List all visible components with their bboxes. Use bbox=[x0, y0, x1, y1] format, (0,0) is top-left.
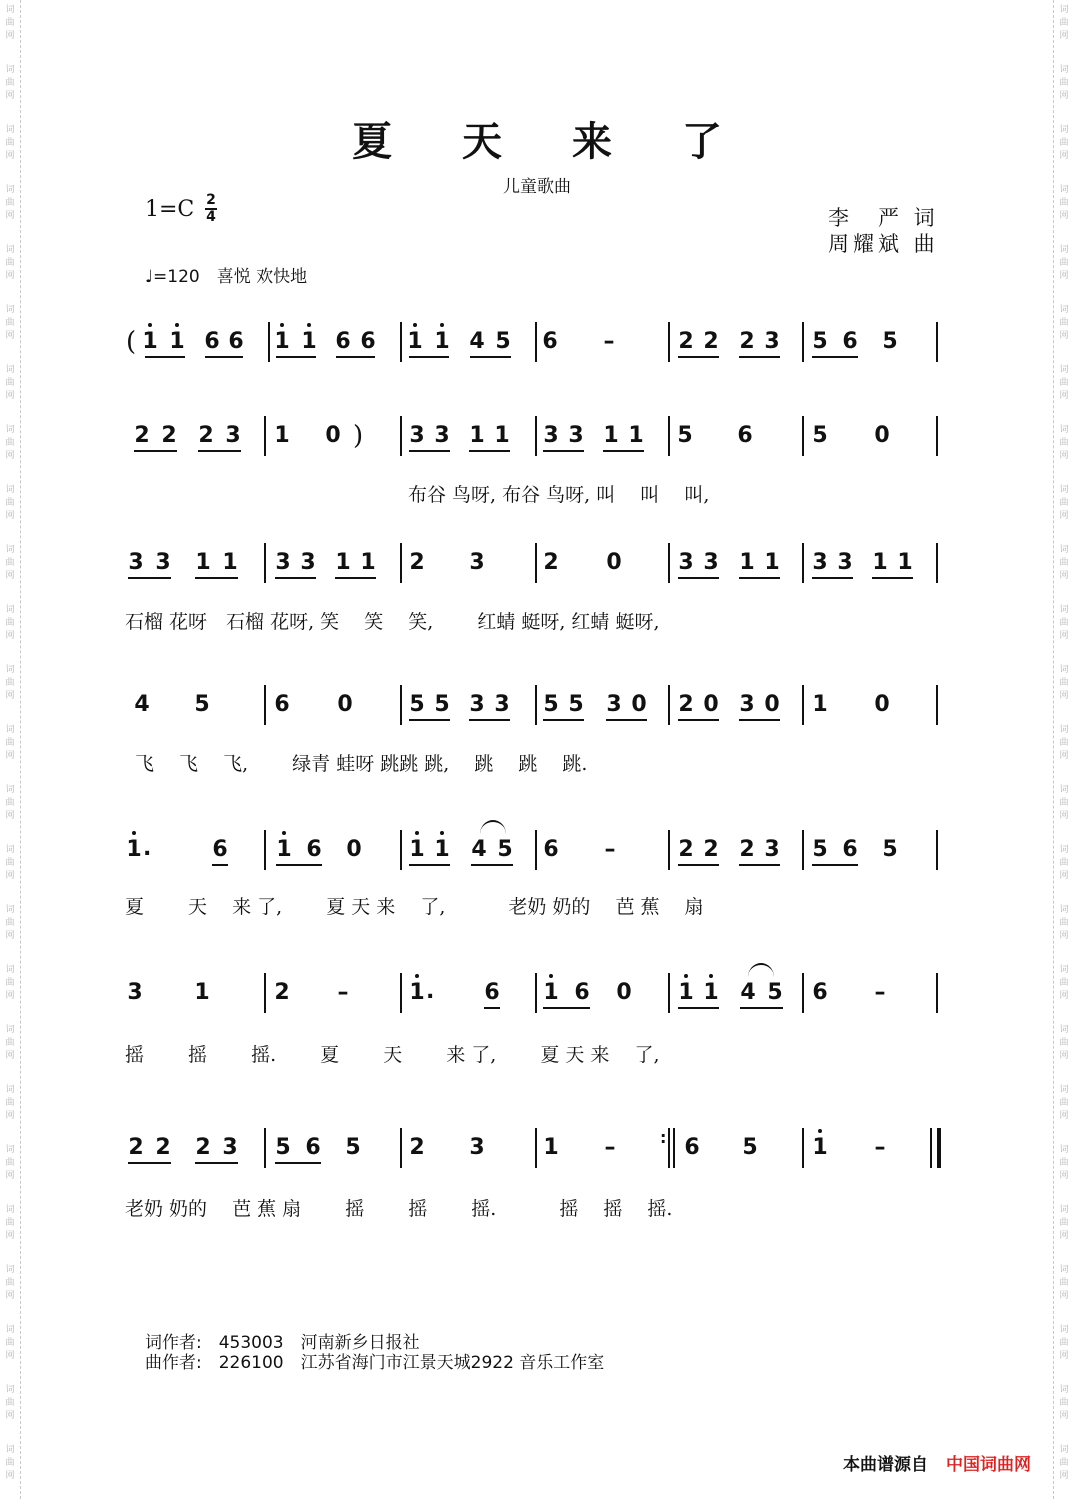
lyrics-row-5: 夏 天 来 了, 夏 天 来 了, 老奶 奶的 芭 蕉 扇 bbox=[125, 896, 704, 918]
note-5: 5 bbox=[812, 837, 828, 862]
note-1: 1 bbox=[433, 837, 451, 863]
note-6: 6 bbox=[812, 980, 828, 1005]
watermark-text: 词 曲 网 bbox=[5, 125, 15, 161]
note-0: 0 bbox=[874, 692, 890, 717]
note-6: 6 bbox=[542, 329, 558, 354]
note-2: 2 bbox=[703, 837, 719, 862]
note-5: 5 bbox=[497, 837, 513, 862]
barline bbox=[400, 416, 402, 456]
barline bbox=[802, 685, 804, 725]
note-3: 3 bbox=[703, 550, 719, 575]
final-barline bbox=[937, 1128, 941, 1168]
eighth-beam bbox=[739, 864, 780, 866]
note-1: 1 bbox=[274, 423, 290, 448]
note-3: 3 bbox=[434, 423, 450, 448]
note-1: 1 bbox=[408, 837, 426, 863]
watermark-text: 词 曲 网 bbox=[1059, 1145, 1069, 1181]
eighth-beam bbox=[195, 1162, 238, 1164]
eighth-beam bbox=[678, 577, 719, 579]
note-1: 1 bbox=[433, 329, 451, 355]
eighth-beam bbox=[739, 719, 780, 721]
note-1: 1 bbox=[273, 329, 291, 355]
eighth-beam bbox=[128, 1162, 171, 1164]
barline bbox=[400, 973, 402, 1013]
note-1: 1 bbox=[406, 329, 424, 355]
note-5: 5 bbox=[767, 980, 783, 1005]
watermark-text: 词 曲 网 bbox=[1059, 5, 1069, 41]
note-4: 4 bbox=[471, 837, 487, 862]
note-1: 1 bbox=[168, 329, 186, 355]
barline bbox=[400, 322, 402, 362]
note-6: 6 bbox=[305, 1135, 321, 1160]
barline bbox=[936, 973, 938, 1013]
note-5: 5 bbox=[345, 1135, 361, 1160]
eighth-beam bbox=[469, 450, 510, 452]
note-0: 0 bbox=[325, 423, 341, 448]
watermark-text: 词 曲 网 bbox=[1059, 605, 1069, 641]
barline bbox=[668, 416, 670, 456]
note-3: 3 bbox=[568, 423, 584, 448]
note-1: 1 bbox=[275, 837, 293, 863]
watermark-text: 词 曲 网 bbox=[1059, 725, 1069, 761]
time-bottom: 4 bbox=[206, 209, 216, 225]
watermark-text: 词 曲 网 bbox=[5, 545, 15, 581]
note-2: 2 bbox=[703, 329, 719, 354]
note-1: 1 bbox=[469, 423, 485, 448]
lyrics-row-2: 布谷 鸟呀, 布谷 鸟呀, 叫 叫 叫, bbox=[408, 484, 710, 506]
note-2: 2 bbox=[739, 329, 755, 354]
augmentation-dot: . bbox=[143, 836, 152, 861]
eighth-beam bbox=[606, 719, 647, 721]
note-1: 1 bbox=[360, 550, 376, 575]
song-title: 夏 天 来 了 bbox=[352, 118, 750, 165]
note-1: 1 bbox=[335, 550, 351, 575]
eighth-beam bbox=[812, 356, 858, 358]
eighth-beam bbox=[470, 356, 511, 358]
note-1: 1 bbox=[194, 980, 210, 1005]
barline bbox=[535, 685, 537, 725]
note-1: 1 bbox=[872, 550, 888, 575]
note-3: 3 bbox=[155, 550, 171, 575]
note-5: 5 bbox=[568, 692, 584, 717]
eighth-beam bbox=[409, 450, 450, 452]
note-6: 6 bbox=[306, 837, 322, 862]
lyricist-address: 词作者: 453003 河南新乡日报社 bbox=[145, 1333, 420, 1353]
barline bbox=[802, 1128, 804, 1168]
barline bbox=[535, 1128, 537, 1168]
note-0: 0 bbox=[616, 980, 632, 1005]
barline bbox=[535, 973, 537, 1013]
watermark-text: 词 曲 网 bbox=[1059, 245, 1069, 281]
eighth-beam bbox=[409, 356, 449, 358]
note-3: 3 bbox=[128, 550, 144, 575]
watermark-text: 词 曲 网 bbox=[5, 1445, 15, 1481]
barline bbox=[264, 543, 266, 583]
note-2: 2 bbox=[195, 1135, 211, 1160]
eighth-beam bbox=[205, 356, 243, 358]
note-2: 2 bbox=[134, 423, 150, 448]
eighth-beam bbox=[543, 1007, 590, 1009]
note-3: 3 bbox=[543, 423, 559, 448]
tempo-marking bbox=[145, 262, 307, 287]
eighth-beam bbox=[276, 356, 316, 358]
barline bbox=[668, 1128, 670, 1168]
note-1: 1 bbox=[125, 837, 143, 863]
eighth-beam bbox=[603, 450, 644, 452]
barline bbox=[400, 543, 402, 583]
barline bbox=[268, 322, 270, 362]
watermark-text: 词 曲 网 bbox=[5, 425, 15, 461]
note-6: 6 bbox=[360, 329, 376, 354]
note-1: 1 bbox=[222, 550, 238, 575]
composer-address: 曲作者: 226100 江苏省海门市江景天城2922 音乐工作室 bbox=[145, 1353, 605, 1373]
barline bbox=[264, 685, 266, 725]
note-5: 5 bbox=[434, 692, 450, 717]
note-1: 1 bbox=[677, 980, 695, 1006]
note-5: 5 bbox=[882, 837, 898, 862]
watermark-text: 词 曲 网 bbox=[5, 305, 15, 341]
barline bbox=[535, 830, 537, 870]
note-–: – bbox=[874, 1135, 886, 1160]
quarter-note-icon: ♩ bbox=[145, 267, 154, 287]
eighth-beam bbox=[409, 864, 450, 866]
note-3: 3 bbox=[127, 980, 143, 1005]
note-3: 3 bbox=[409, 423, 425, 448]
watermark-text: 词 曲 网 bbox=[1059, 305, 1069, 341]
note-3: 3 bbox=[764, 329, 780, 354]
barline bbox=[802, 973, 804, 1013]
watermark-text: 词 曲 网 bbox=[5, 1025, 15, 1061]
left-watermark-strip bbox=[0, 0, 21, 1499]
note-0: 0 bbox=[874, 423, 890, 448]
note-5: 5 bbox=[543, 692, 559, 717]
eighth-beam bbox=[872, 577, 913, 579]
note-3: 3 bbox=[469, 1135, 485, 1160]
watermark-text: 词 曲 网 bbox=[5, 1265, 15, 1301]
note-3: 3 bbox=[494, 692, 510, 717]
watermark-text: 词 曲 网 bbox=[1059, 545, 1069, 581]
eighth-beam bbox=[212, 864, 228, 866]
eighth-beam bbox=[409, 719, 450, 721]
watermark-text: 词 曲 网 bbox=[5, 1205, 15, 1241]
note-1: 1 bbox=[702, 980, 720, 1006]
note-0: 0 bbox=[606, 550, 622, 575]
note-5: 5 bbox=[275, 1135, 291, 1160]
barline bbox=[936, 543, 938, 583]
note-2: 2 bbox=[543, 550, 559, 575]
barline bbox=[802, 416, 804, 456]
eighth-beam bbox=[543, 450, 584, 452]
watermark-text: 词 曲 网 bbox=[5, 185, 15, 221]
note-2: 2 bbox=[739, 837, 755, 862]
watermark-text: 词 曲 网 bbox=[5, 845, 15, 881]
note-6: 6 bbox=[204, 329, 220, 354]
barline bbox=[400, 830, 402, 870]
watermark-text: 词 曲 网 bbox=[1059, 965, 1069, 1001]
barline bbox=[802, 830, 804, 870]
time-signature bbox=[204, 193, 218, 225]
barline bbox=[264, 1128, 266, 1168]
watermark-text: 词 曲 网 bbox=[5, 965, 15, 1001]
note-3: 3 bbox=[225, 423, 241, 448]
source-prefix: 本曲谱源自 bbox=[843, 1455, 928, 1475]
lyricist-credit: 李 严 词 bbox=[828, 206, 939, 230]
eighth-beam bbox=[678, 719, 719, 721]
watermark-text: 词 曲 网 bbox=[5, 665, 15, 701]
note-0: 0 bbox=[703, 692, 719, 717]
watermark-text: 词 曲 网 bbox=[5, 1145, 15, 1181]
tempo-text: =120 喜悦 欢快地 bbox=[153, 267, 308, 287]
note-5: 5 bbox=[812, 329, 828, 354]
note-2: 2 bbox=[274, 980, 290, 1005]
note-6: 6 bbox=[842, 329, 858, 354]
watermark-text: 词 曲 网 bbox=[1059, 1085, 1069, 1121]
note-5: 5 bbox=[495, 329, 511, 354]
note-4: 4 bbox=[740, 980, 756, 1005]
watermark-text: 词 曲 网 bbox=[5, 725, 15, 761]
note-6: 6 bbox=[212, 837, 228, 862]
note-0: 0 bbox=[764, 692, 780, 717]
note-6: 6 bbox=[228, 329, 244, 354]
note-2: 2 bbox=[155, 1135, 171, 1160]
watermark-text: 词 曲 网 bbox=[5, 785, 15, 821]
note-1: 1 bbox=[542, 980, 560, 1006]
barline bbox=[668, 543, 670, 583]
barline bbox=[673, 1128, 675, 1168]
note-2: 2 bbox=[161, 423, 177, 448]
eighth-beam bbox=[678, 1007, 719, 1009]
lyrics-row-4: 飞 飞 飞, 绿青 蛙呀 跳跳 跳, 跳 跳 跳. bbox=[135, 753, 588, 775]
note-5: 5 bbox=[677, 423, 693, 448]
barline bbox=[264, 973, 266, 1013]
watermark-text: 词 曲 网 bbox=[1059, 1325, 1069, 1361]
note-3: 3 bbox=[837, 550, 853, 575]
note-3: 3 bbox=[275, 550, 291, 575]
watermark-text: 词 曲 网 bbox=[1059, 845, 1069, 881]
note-2: 2 bbox=[128, 1135, 144, 1160]
right-watermark-strip bbox=[1053, 0, 1074, 1499]
watermark-text: 词 曲 网 bbox=[5, 1085, 15, 1121]
note-–: – bbox=[604, 1135, 616, 1160]
watermark-text: 词 曲 网 bbox=[5, 905, 15, 941]
note-6: 6 bbox=[335, 329, 351, 354]
note-0: 0 bbox=[631, 692, 647, 717]
barline bbox=[264, 416, 266, 456]
note-6: 6 bbox=[543, 837, 559, 862]
note-4: 4 bbox=[134, 692, 150, 717]
watermark-text: 词 曲 网 bbox=[1059, 365, 1069, 401]
barline bbox=[400, 1128, 402, 1168]
eighth-beam bbox=[128, 577, 171, 579]
note-3: 3 bbox=[300, 550, 316, 575]
barline bbox=[802, 543, 804, 583]
barline bbox=[668, 830, 670, 870]
note-0: 0 bbox=[337, 692, 353, 717]
watermark-text: 词 曲 网 bbox=[1059, 905, 1069, 941]
note-1: 1 bbox=[543, 1135, 559, 1160]
augmentation-dot: . bbox=[426, 979, 435, 1004]
eighth-beam bbox=[739, 577, 780, 579]
note-1: 1 bbox=[811, 1135, 829, 1161]
barline bbox=[264, 830, 266, 870]
eighth-beam bbox=[275, 577, 316, 579]
note-3: 3 bbox=[678, 550, 694, 575]
watermark-text: 词 曲 网 bbox=[1059, 1025, 1069, 1061]
note-1: 1 bbox=[603, 423, 619, 448]
note-6: 6 bbox=[484, 980, 500, 1005]
key-signature: 1=C bbox=[145, 197, 195, 222]
note-6: 6 bbox=[274, 692, 290, 717]
note-1: 1 bbox=[628, 423, 644, 448]
note-0: 0 bbox=[346, 837, 362, 862]
note-3: 3 bbox=[606, 692, 622, 717]
eighth-beam bbox=[739, 356, 780, 358]
note-4: 4 bbox=[469, 329, 485, 354]
source-brand[interactable]: 中国词曲网 bbox=[946, 1455, 1031, 1475]
note-2: 2 bbox=[678, 837, 694, 862]
note-1: 1 bbox=[739, 550, 755, 575]
note-–: – bbox=[337, 980, 349, 1005]
note-1: 1 bbox=[195, 550, 211, 575]
barline bbox=[668, 322, 670, 362]
watermark-text: 词 曲 网 bbox=[5, 485, 15, 521]
watermark-text: 词 曲 网 bbox=[1059, 1385, 1069, 1421]
eighth-beam bbox=[134, 450, 177, 452]
lyrics-row-7: 老奶 奶的 芭 蕉 扇 摇 摇 摇. 摇 摇 摇. bbox=[125, 1198, 673, 1220]
eighth-beam bbox=[335, 577, 376, 579]
lyrics-row-3: 石榴 花呀 石榴 花呀, 笑 笑 笑, 红蜻 蜓呀, 红蜻 蜓呀, bbox=[125, 611, 660, 633]
watermark-text: 词 曲 网 bbox=[5, 5, 15, 41]
note-6: 6 bbox=[574, 980, 590, 1005]
note-5: 5 bbox=[409, 692, 425, 717]
eighth-beam bbox=[812, 577, 853, 579]
note-2: 2 bbox=[409, 1135, 425, 1160]
watermark-text: 词 曲 网 bbox=[5, 65, 15, 101]
close-paren: ) bbox=[353, 421, 364, 451]
note-1: 1 bbox=[408, 980, 426, 1006]
note-1: 1 bbox=[812, 692, 828, 717]
watermark-text: 词 曲 网 bbox=[1059, 1445, 1069, 1481]
eighth-beam bbox=[198, 450, 241, 452]
note-1: 1 bbox=[141, 329, 159, 355]
eighth-beam bbox=[276, 864, 322, 866]
barline bbox=[535, 543, 537, 583]
barline bbox=[535, 416, 537, 456]
note-1: 1 bbox=[300, 329, 318, 355]
barline bbox=[400, 685, 402, 725]
slur-mark bbox=[480, 820, 506, 834]
watermark-text: 词 曲 网 bbox=[1059, 425, 1069, 461]
eighth-beam bbox=[469, 719, 510, 721]
barline bbox=[802, 322, 804, 362]
watermark-text: 词 曲 网 bbox=[1059, 1205, 1069, 1241]
note-–: – bbox=[603, 329, 615, 354]
watermark-text: 词 曲 网 bbox=[5, 1385, 15, 1421]
note-3: 3 bbox=[222, 1135, 238, 1160]
note-2: 2 bbox=[678, 692, 694, 717]
eighth-beam bbox=[678, 356, 719, 358]
note-1: 1 bbox=[764, 550, 780, 575]
watermark-text: 词 曲 网 bbox=[1059, 185, 1069, 221]
watermark-text: 词 曲 网 bbox=[1059, 665, 1069, 701]
note-6: 6 bbox=[684, 1135, 700, 1160]
note-1: 1 bbox=[494, 423, 510, 448]
eighth-beam bbox=[275, 1162, 321, 1164]
source-credit bbox=[843, 1450, 1031, 1475]
eighth-beam bbox=[195, 577, 238, 579]
barline bbox=[930, 1128, 932, 1168]
eighth-beam bbox=[471, 864, 513, 866]
note-3: 3 bbox=[812, 550, 828, 575]
note-3: 3 bbox=[469, 550, 485, 575]
eighth-beam bbox=[543, 719, 584, 721]
watermark-text: 词 曲 网 bbox=[1059, 65, 1069, 101]
barline bbox=[936, 322, 938, 362]
watermark-text: 词 曲 网 bbox=[5, 605, 15, 641]
note-6: 6 bbox=[737, 423, 753, 448]
watermark-text: 词 曲 网 bbox=[5, 1325, 15, 1361]
note-5: 5 bbox=[194, 692, 210, 717]
note-1: 1 bbox=[897, 550, 913, 575]
note-–: – bbox=[874, 980, 886, 1005]
barline bbox=[668, 973, 670, 1013]
lyrics-row-6: 摇 摇 摇. 夏 天 来 了, 夏 天 来 了, bbox=[125, 1044, 660, 1066]
barline bbox=[936, 685, 938, 725]
note-–: – bbox=[604, 837, 616, 862]
barline bbox=[668, 685, 670, 725]
eighth-beam bbox=[812, 864, 858, 866]
eighth-beam bbox=[484, 1007, 500, 1009]
eighth-beam bbox=[740, 1007, 783, 1009]
song-subtitle: 儿童歌曲 bbox=[503, 177, 571, 197]
note-5: 5 bbox=[812, 423, 828, 448]
note-6: 6 bbox=[842, 837, 858, 862]
watermark-text: 词 曲 网 bbox=[1059, 125, 1069, 161]
watermark-text: 词 曲 网 bbox=[1059, 485, 1069, 521]
watermark-text: 词 曲 网 bbox=[1059, 1265, 1069, 1301]
repeat-dots: : bbox=[660, 1128, 667, 1147]
watermark-text: 词 曲 网 bbox=[5, 365, 15, 401]
eighth-beam bbox=[336, 356, 375, 358]
note-2: 2 bbox=[198, 423, 214, 448]
note-3: 3 bbox=[739, 692, 755, 717]
open-paren: ( bbox=[126, 327, 137, 357]
note-3: 3 bbox=[469, 692, 485, 717]
barline bbox=[936, 416, 938, 456]
watermark-text: 词 曲 网 bbox=[5, 245, 15, 281]
note-3: 3 bbox=[764, 837, 780, 862]
note-5: 5 bbox=[882, 329, 898, 354]
barline bbox=[936, 830, 938, 870]
barline bbox=[535, 322, 537, 362]
composer-credit: 周耀斌 曲 bbox=[828, 232, 939, 256]
eighth-beam bbox=[678, 864, 719, 866]
watermark-text: 词 曲 网 bbox=[1059, 785, 1069, 821]
note-5: 5 bbox=[742, 1135, 758, 1160]
slur-mark bbox=[748, 963, 774, 977]
note-2: 2 bbox=[678, 329, 694, 354]
time-top: 2 bbox=[206, 192, 216, 208]
note-2: 2 bbox=[409, 550, 425, 575]
eighth-beam bbox=[145, 356, 185, 358]
